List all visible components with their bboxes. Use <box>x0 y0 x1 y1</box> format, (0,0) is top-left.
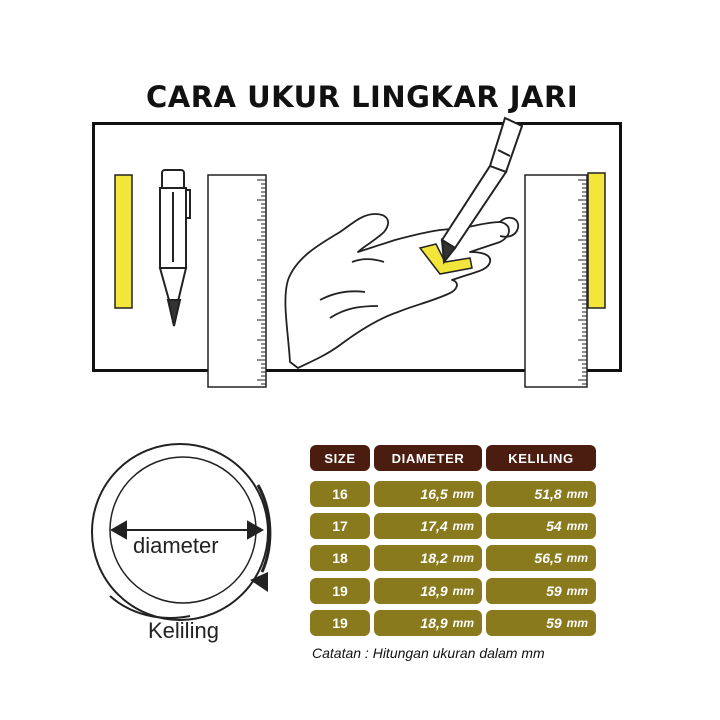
left-paper-strip <box>115 175 132 308</box>
keliling-label: Keliling <box>148 618 219 643</box>
unit-label: mm <box>566 616 588 630</box>
diameter-cell <box>374 578 482 604</box>
keliling-cell <box>486 545 596 571</box>
unit-label: mm <box>452 551 474 565</box>
diameter-cell <box>374 481 482 507</box>
diameter-value: 18,2 <box>420 550 448 566</box>
size-cell: 16 <box>310 481 370 507</box>
right-paper-strip <box>588 173 605 308</box>
unit-label: mm <box>452 616 474 630</box>
keliling-cell <box>486 578 596 604</box>
size-cell: 19 <box>310 610 370 636</box>
header-diameter: DIAMETER <box>374 445 482 471</box>
diameter-cell <box>374 513 482 539</box>
keliling-cell <box>486 610 596 636</box>
unit-label: mm <box>566 584 588 598</box>
unit-label: mm <box>452 519 474 533</box>
diameter-cell <box>374 610 482 636</box>
pen-icon <box>442 118 522 262</box>
keliling-value: 59 <box>546 583 562 599</box>
diameter-value: 18,9 <box>420 583 448 599</box>
unit-label: mm <box>566 487 588 501</box>
right-ruler <box>525 175 587 387</box>
unit-label: mm <box>452 487 474 501</box>
keliling-value: 59 <box>546 615 562 631</box>
diameter-cell <box>374 545 482 571</box>
page-title: CARA UKUR LINGKAR JARI <box>146 80 579 114</box>
unit-label: mm <box>566 519 588 533</box>
size-cell: 17 <box>310 513 370 539</box>
keliling-value: 56,5 <box>534 550 562 566</box>
unit-label: mm <box>566 551 588 565</box>
hand-illustration <box>285 214 518 368</box>
size-cell: 18 <box>310 545 370 571</box>
keliling-cell <box>486 481 596 507</box>
diameter-label: diameter <box>133 533 219 558</box>
header-keliling: KELILING <box>486 445 596 471</box>
pencil-icon <box>160 170 190 326</box>
unit-label: mm <box>452 584 474 598</box>
left-ruler <box>208 175 266 387</box>
keliling-value: 51,8 <box>534 486 562 502</box>
diameter-value: 17,4 <box>420 518 448 534</box>
diameter-value: 18,9 <box>420 615 448 631</box>
note-text: Catatan : Hitungan ukuran dalam mm <box>312 645 545 661</box>
header-size: SIZE <box>310 445 370 471</box>
diameter-value: 16,5 <box>420 486 448 502</box>
keliling-value: 54 <box>546 518 562 534</box>
size-cell: 19 <box>310 578 370 604</box>
keliling-cell <box>486 513 596 539</box>
